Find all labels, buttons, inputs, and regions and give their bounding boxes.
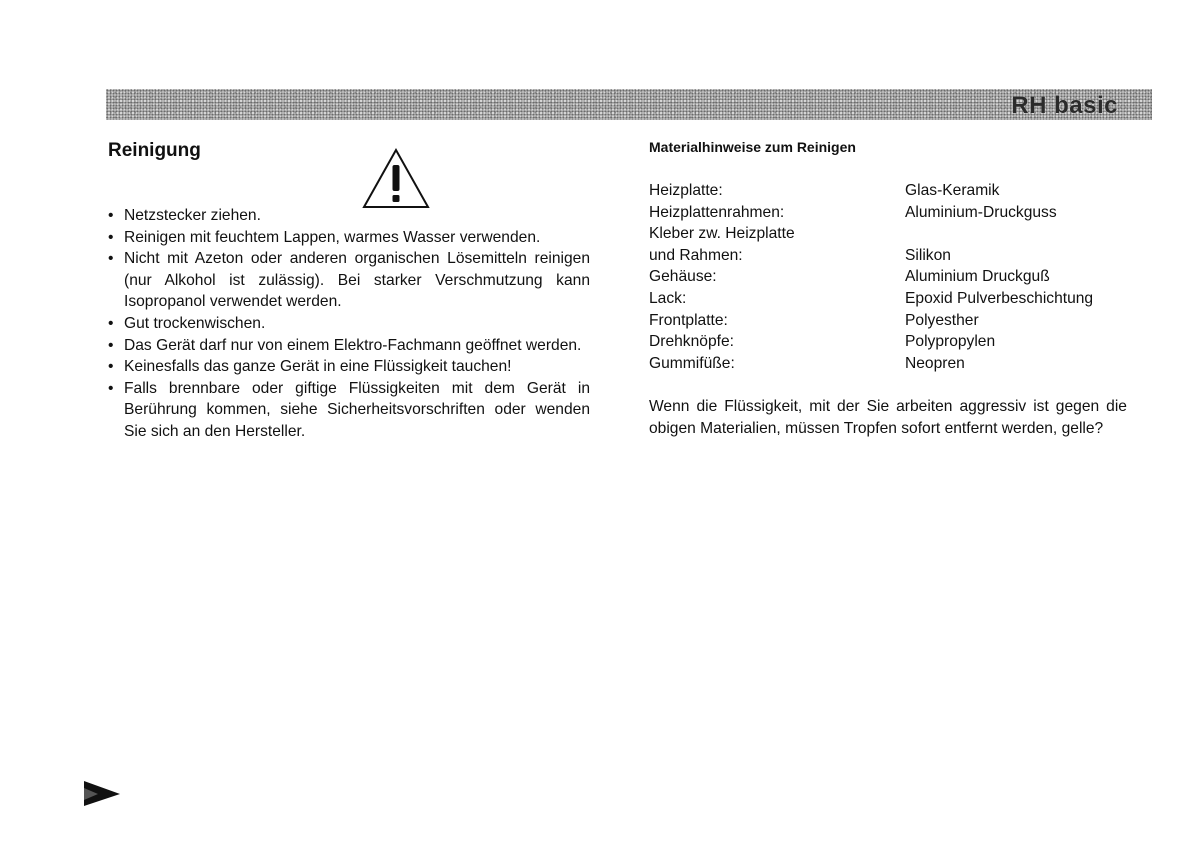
brand-label: RH basic bbox=[1011, 92, 1118, 119]
materials-table bbox=[649, 180, 1129, 374]
list-item: • Gut trockenwischen. bbox=[108, 313, 590, 335]
material-label: Kleber zw. Heizplatte bbox=[649, 225, 795, 243]
warning-triangle-icon bbox=[360, 147, 432, 211]
material-value: Polypropylen bbox=[905, 333, 996, 351]
material-row bbox=[649, 245, 1129, 267]
material-value: Epoxid Pulverbeschichtung bbox=[905, 289, 1094, 307]
list-item: • Falls brennbare oder giftige Flüssigkeiten mit dem Gerät in Berührung kommen, siehe Sicherheitsvorschriften oder wenden Sie sich an den Hersteller. bbox=[108, 378, 590, 443]
material-label: Drehknöpfe: bbox=[649, 333, 734, 351]
list-item: • Reinigen mit feuchtem Lappen, warmes Wasser verwenden. bbox=[108, 227, 590, 249]
material-label: und Rahmen: bbox=[649, 246, 743, 264]
material-row bbox=[649, 331, 1129, 353]
material-value bbox=[905, 223, 1129, 245]
material-row bbox=[649, 353, 1129, 375]
material-row bbox=[649, 180, 1129, 202]
material-value: Aluminium-Druckguss bbox=[905, 203, 1057, 221]
materials-note: Wenn die Flüssigkeit, mit der Sie arbeiten aggressiv ist gegen die obigen Materialien, müssen Tropfen sofort entfernt werden, gelle? bbox=[649, 398, 1127, 437]
materials-title: Materialhinweise zum Reinigen bbox=[649, 139, 856, 155]
material-row bbox=[649, 202, 1129, 224]
material-value: Silikon bbox=[905, 246, 951, 264]
material-row bbox=[649, 223, 1129, 245]
material-label: Heizplattenrahmen: bbox=[649, 203, 785, 221]
material-value: Glas-Keramik bbox=[905, 182, 1000, 199]
cleaning-instructions-list bbox=[108, 205, 590, 443]
arrow-right-icon[interactable] bbox=[82, 778, 122, 808]
material-row bbox=[649, 266, 1129, 288]
material-row bbox=[649, 288, 1129, 310]
material-label: Frontplatte: bbox=[649, 311, 728, 329]
material-value: Aluminium Druckguß bbox=[905, 268, 1050, 286]
list-item: • Keinesfalls das ganze Gerät in eine Flüssigkeit tauchen! bbox=[108, 356, 590, 378]
material-value: Neopren bbox=[905, 354, 965, 372]
material-label: Lack: bbox=[649, 289, 687, 307]
list-item: • Das Gerät darf nur von einem Elektro-Fachmann geöffnet werden. bbox=[108, 335, 590, 357]
header-band bbox=[106, 89, 1152, 120]
list-item: • Netzstecker ziehen. bbox=[108, 205, 590, 227]
material-label: Heizplatte: bbox=[649, 182, 723, 199]
material-label: Gummifüße: bbox=[649, 354, 735, 372]
section-title: Reinigung bbox=[108, 140, 201, 161]
list-item: • Nicht mit Azeton oder anderen organischen Lösemitteln reinigen (nur Alkohol ist zulässig). Bei starker Verschmutzung kann Isopropanol verwendet werden. bbox=[108, 248, 590, 313]
material-label: Gehäuse: bbox=[649, 268, 717, 286]
material-row bbox=[649, 310, 1129, 332]
material-value: Polyesther bbox=[905, 311, 979, 329]
